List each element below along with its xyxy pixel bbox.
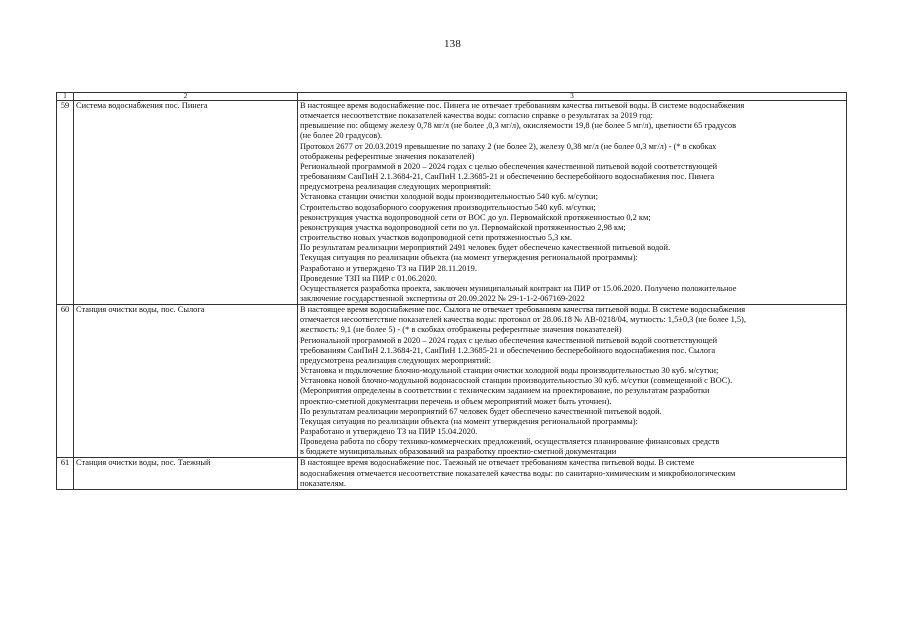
description-line: в бюджете муниципальных образований на разработку проектно-сметной документации: [300, 447, 617, 457]
description-line: Разработано и утверждено ТЗ на ПИР 28.11.2019.: [300, 263, 477, 273]
description-line: Установка и подключение блочно-модульной станции очистки холодной воды производительностью 30 куб. м/сутки;: [300, 366, 719, 376]
column-header-name: 2: [74, 93, 298, 101]
description-line: Проведена работа по сбору технико-коммерческих предложений, осуществляется планирование финансовых средств: [300, 437, 720, 447]
description-line: Осуществляется разработка проекта, заключен муниципальный контракт на ПИР от 15.06.2020. Получено положительное: [300, 283, 737, 293]
table-row: [57, 101, 847, 305]
table-body: [57, 93, 847, 490]
row-number: 61: [57, 458, 74, 489]
description-line: Протокол 2677 от 20.03.2019 превышение по запаху 2 (не более 2), железу 0,38 мг/л (не более 0,3 мг/л) - (* в скобках: [300, 141, 717, 151]
table-row: [57, 305, 847, 458]
description-line: строительство новых участков водопроводной сети протяженностью 5,3 км.: [300, 233, 572, 243]
description-line: В настоящее время водоснабжение пос. Таежный не отвечает требованиям качества питьевой воды. В системе: [300, 458, 695, 468]
description-line: Региональной программой в 2020 – 2024 годах с целью обеспечения качественной питьевой водой соответствующей: [300, 161, 718, 171]
description-line: По результатам реализации мероприятий 2491 человек будет обеспечено качественной питьевой водой.: [300, 243, 671, 253]
description-line: требованиям СанПиН 2.1.3684-21, СанПиН 1.2.3685-21 и обеспечению бесперебойного водоснабжения пос. Пинега: [300, 172, 715, 182]
description-line: реконструкция участка водопроводной сети от ВОС до ул. Первомайской протяженностью 0,2 км;: [300, 212, 651, 222]
description-line: В настоящее время водоснабжение пос. Сылога не отвечает требованиям качества питьевой воды. В системе водоснабжения: [300, 305, 746, 315]
description-line: превышение по: общему железу 0,78 мг/л (не более ,0,3 мг/л), окисляемости 19,8 (не более 5 мг/л), цветности 65 градусов: [300, 121, 737, 131]
description-line: По результатам реализации мероприятий 67 человек будет обеспечено качественной питьевой водой.: [300, 406, 662, 416]
description-line: предусмотрена реализация следующих мероприятий:: [300, 182, 491, 192]
description-line: (Мероприятия определены в соответствии с техническим заданием на проектирование, по результатам разработки: [300, 386, 710, 396]
description-line: Текущая ситуация по реализации объекта (на момент утверждения региональной программы):: [300, 416, 638, 426]
description-line: показателям.: [300, 478, 346, 488]
description-line: водоснабжения отмечается несоответствие показателей качества воды: по санитарно-химическим и микробиологическим: [300, 468, 736, 478]
description-line: Установка станции очистки холодной воды производительностью 540 куб. м/сутки;: [300, 192, 598, 202]
description-line: Строительство водозаборного сооружения производительностью 540 куб. м/сутки;: [300, 202, 596, 212]
description-line: требованиям СанПиН 2.1.3684-21, СанПиН 1.2.3685-21 и обеспечению бесперебойного водоснабжения пос. Сылога: [300, 345, 716, 355]
description-line: (не более 20 градусов).: [300, 131, 383, 141]
column-header-description: 3: [298, 93, 847, 101]
description-line: Региональной программой в 2020 – 2024 годах с целью обеспечения качественной питьевой водой соответствующей: [300, 335, 718, 345]
description-line: отмечается несоответствие показателей качества воды: согласно справке о результатах за 2019 год:: [300, 111, 653, 121]
table-header-row: [57, 93, 847, 101]
document-table: [56, 92, 847, 490]
object-name: Станция очистки воды, пос. Сылога: [74, 305, 298, 458]
description-line: отмечается несоответствие показателей качества воды: протокол от 28.06.18 № АВ-0218/04, мутность: 1,5±0,3 (не более 1,5),: [300, 315, 746, 325]
object-description: [298, 305, 847, 458]
column-header-number: 1: [57, 93, 74, 101]
description-line: В настоящее время водоснабжение пос. Пинега не отвечает требованиям качества питьевой воды. В системе водоснабжения: [300, 101, 745, 110]
description-line: реконструкция участка водопроводной сети по ул. Первомайской протяженностью 2,98 км;: [300, 222, 626, 232]
description-line: Разработано и утверждено ТЗ на ПИР 15.04.2020.: [300, 427, 478, 436]
object-name: Система водоснабжения пос. Пинега: [74, 101, 298, 305]
object-description: [298, 458, 847, 489]
description-line: Текущая ситуация по реализации объекта (на момент утверждения региональной программы):: [300, 253, 638, 263]
description-line: Проведение ТЗП на ПИР с 01.06.2020.: [300, 273, 437, 283]
description-line: заключение государственной экспертизы от 20.09.2022 № 29-1-1-2-067169-2022: [300, 293, 585, 303]
description-line: отображены референтные значения показателей): [300, 151, 475, 161]
table-row: [57, 458, 847, 489]
row-number: 60: [57, 305, 74, 458]
description-line: предусмотрена реализация следующих мероприятий:: [300, 355, 491, 365]
description-line: проектно-сметной документации перечень и объем мероприятий может быть уточнен).: [300, 396, 612, 406]
row-number: 59: [57, 101, 74, 305]
description-line: Установка новой блочно-модульной водонасосной станции производительностью 30 куб. м/сутки (совмещенной с ВОС).: [300, 376, 733, 386]
object-description: [298, 101, 847, 305]
page-number: 138: [443, 38, 462, 50]
object-name: Станция очистки воды, пос. Таежный: [74, 458, 298, 489]
description-line: жесткость: 9,1 (не более 5) - (* в скобках отображены референтные значения показателей): [300, 325, 622, 335]
